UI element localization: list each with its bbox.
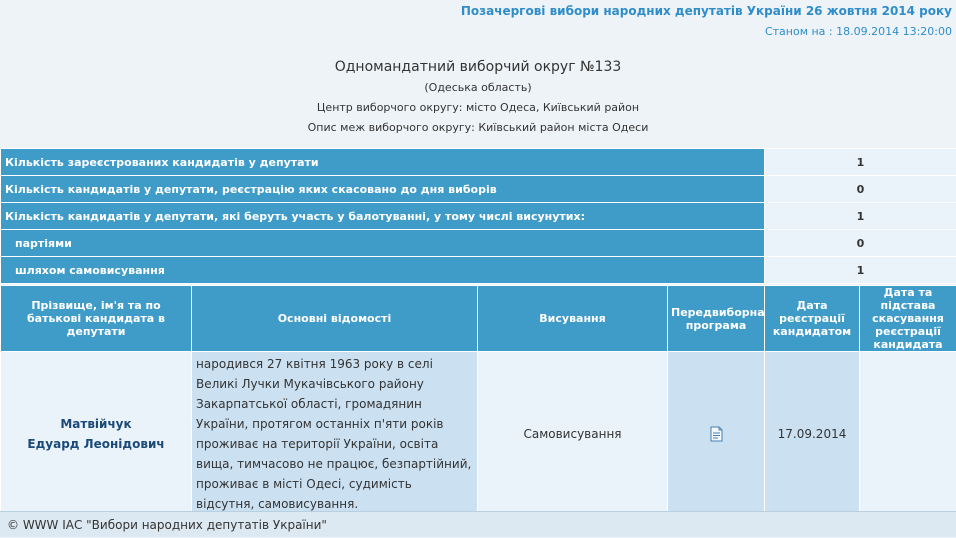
footer <box>0 511 956 537</box>
stats-value: 0 <box>765 230 956 257</box>
stats-label: шляхом самовисування <box>1 257 765 284</box>
candidate-nomination: Самовисування <box>478 352 668 517</box>
registration-date: 17.09.2014 <box>765 352 860 517</box>
stats-row <box>1 257 956 284</box>
candidates-table <box>0 285 956 517</box>
candidate-surname[interactable]: Матвійчук <box>2 414 190 434</box>
header-candidate-name: Прізвище, ім'я та по батькові кандидата в депутати <box>1 286 192 352</box>
header-program: Передвиборна програма <box>668 286 765 352</box>
document-icon[interactable] <box>708 426 724 442</box>
table-row <box>1 352 956 517</box>
stats-row <box>1 149 956 176</box>
stats-row <box>1 230 956 257</box>
header-registration-date: Дата реєстрації кандидатом <box>765 286 860 352</box>
stats-value: 0 <box>765 176 956 203</box>
status-date: Станом на : 18.09.2014 13:20:00 <box>765 25 952 38</box>
header-cancellation: Дата та підстава скасування реєстрації кандидата <box>860 286 956 352</box>
candidate-bio: народився 27 квітня 1963 року в селі Великі Лучки Мукачівського району Закарпатської області, громадянин України, протягом останніх п'яти років проживає на території України, освіта вища, тимчасово не працює, безпартійний, проживає в місті Одесі, судимість відсутня, самовисування. <box>192 352 478 517</box>
election-title: Позачергові вибори народних депутатів України 26 жовтня 2014 року <box>461 4 952 18</box>
district-center: Центр виборчого округу: місто Одеса, Київський район <box>0 101 956 114</box>
header-nomination: Висування <box>478 286 668 352</box>
stats-value: 1 <box>765 149 956 176</box>
district-bounds: Опис меж виборчого округу: Київський район міста Одеси <box>0 121 956 134</box>
district-region: (Одеська область) <box>0 81 956 94</box>
district-title: Одномандатний виборчий округ №133 <box>0 59 956 75</box>
cancellation-info <box>860 352 956 517</box>
stats-label: партіями <box>1 230 765 257</box>
candidate-given-names[interactable]: Едуард Леонідович <box>2 434 190 454</box>
stats-label: Кількість зареєстрованих кандидатів у депутати <box>1 149 765 176</box>
header-main-info: Основні відомості <box>192 286 478 352</box>
table-header-row <box>1 286 956 352</box>
stats-label: Кількість кандидатів у депутати, які беруть участь у балотуванні, у тому числі висунутих: <box>1 203 765 230</box>
footer-text: © WWW ІАС "Вибори народних депутатів України" <box>7 518 327 532</box>
stats-value: 1 <box>765 257 956 284</box>
stats-value: 1 <box>765 203 956 230</box>
program-cell[interactable] <box>668 352 765 517</box>
stats-row <box>1 176 956 203</box>
stats-table <box>0 148 956 284</box>
stats-row <box>1 203 956 230</box>
candidate-name[interactable] <box>1 352 192 517</box>
stats-label: Кількість кандидатів у депутати, реєстрацію яких скасовано до дня виборів <box>1 176 765 203</box>
